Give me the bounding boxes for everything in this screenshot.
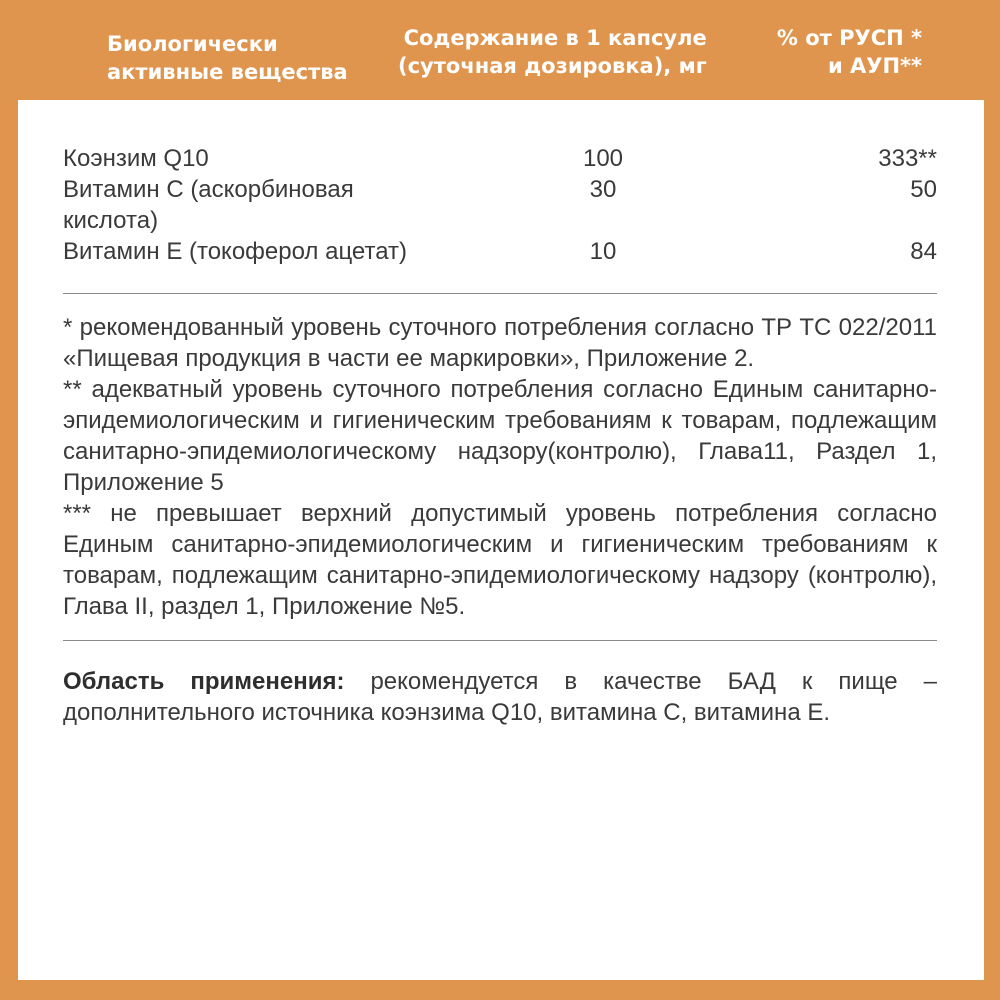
nutrient-percent: 84: [910, 238, 937, 265]
header-text: и АУП**: [827, 54, 922, 78]
usage-label: Область применения:: [63, 668, 345, 695]
header-text: Биологически: [107, 32, 278, 56]
nutrient-percent: 50: [910, 176, 937, 203]
table-row: [63, 174, 937, 236]
header-text: Содержание в 1 капсуле: [403, 26, 707, 50]
footnotes: [63, 312, 937, 622]
table-row: [63, 236, 937, 267]
footnote-upper-limit: *** не превышает верхний допустимый уровень потребления согласно Единым санитарно-эпидемиологическим и гигиеническим требованиям к товарам, подлежащим санитарно-эпидемиологическому надзору (контролю), Глава II, раздел 1, Приложение №5.: [63, 500, 937, 620]
header-text: (суточная дозировка), мг: [398, 54, 707, 78]
nutrient-table: [63, 143, 937, 267]
footnote-aup: ** адекватный уровень суточного потребления согласно Единым санитарно-эпидемиологическим и гигиеническим требованиям к товарам, подлежащим санитарно-эпидемиологическому надзору(контролю), Глава11, Раздел 1, Приложение 5: [63, 376, 937, 496]
footnote-rusp: * рекомендованный уровень суточного потребления согласно ТР ТС 022/2011 «Пищевая продукция в части ее маркировки», Приложение 2.: [63, 314, 937, 372]
nutrient-name: Витамин Е (токоферол ацетат): [63, 238, 408, 265]
nutrient-amount: 100: [582, 145, 624, 172]
header-text: % от РУСП *: [776, 26, 922, 50]
nutrient-name: Коэнзим Q10: [63, 145, 209, 172]
header-column-content: [398, 24, 707, 80]
table-row: [63, 143, 937, 174]
header-text: активные вещества: [107, 60, 348, 84]
nutrient-name: Витамин С (аскорбиновая кислота): [63, 176, 354, 234]
nutrient-amount: 10: [589, 238, 617, 265]
nutrient-percent: 333**: [878, 145, 937, 172]
nutrient-amount: 30: [589, 176, 617, 203]
content-card: [18, 100, 984, 980]
header-column-percent: [777, 24, 922, 80]
usage-paragraph: [63, 666, 937, 728]
header-bar: [0, 0, 1000, 100]
divider: [63, 640, 937, 641]
divider: [63, 293, 937, 294]
header-column-substances: [107, 30, 348, 86]
usage-text: рекомендуется в качестве БАД к пище – дополнительного источника коэнзима Q10, витамина С, витамина Е.: [63, 668, 937, 726]
